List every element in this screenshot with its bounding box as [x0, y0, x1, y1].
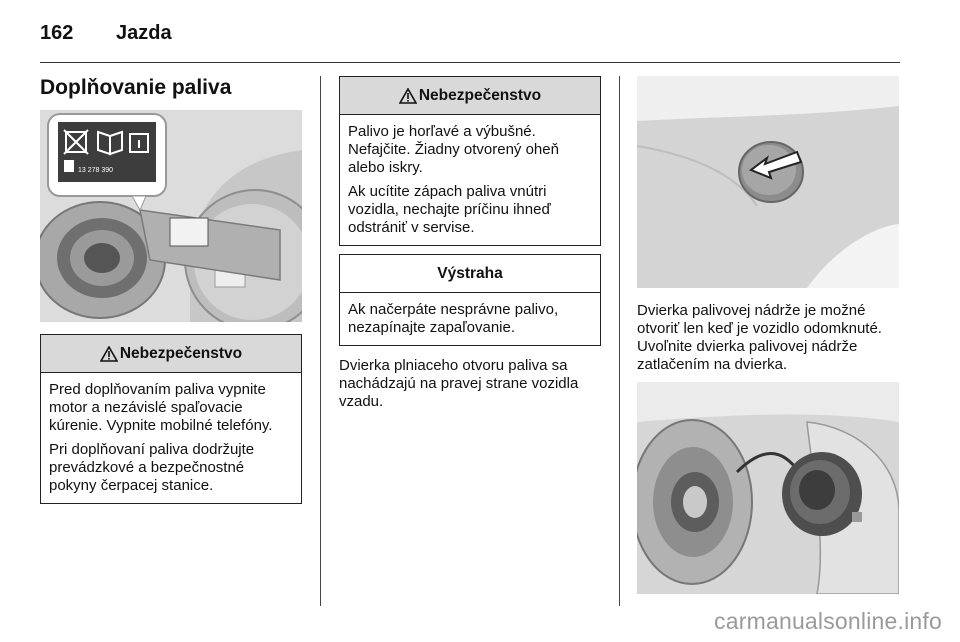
- fuel-door-open-photo: [637, 382, 899, 594]
- danger-box-title: Nebezpečenstvo: [119, 344, 243, 362]
- fuel-door-location-text: Dvierka plniaceho otvoru paliva sa nachádzajú na pravej strane vozidla vzadu.: [339, 357, 579, 410]
- danger-box-title: Nebezpečenstvo: [418, 86, 542, 104]
- danger-box-header: [340, 77, 600, 115]
- caution-box: [339, 254, 601, 346]
- danger-box-header: [41, 335, 301, 373]
- danger-text-1: Pred doplňovaním paliva vypnite motor a nezávislé spaľovacie kúrenie. Vypnite mobilné telefóny.: [49, 381, 273, 434]
- page-header: [40, 18, 900, 58]
- page-number: 162: [40, 22, 74, 44]
- danger-box-refueling: [40, 334, 302, 504]
- danger-box-body: [340, 115, 600, 243]
- section-title: Doplňovanie paliva: [40, 76, 232, 99]
- label-number: 13 278 390: [78, 167, 114, 174]
- danger-text-1: Palivo je horľavé a výbušné. Nefajčite. Žiadny otvorený oheň alebo iskry.: [348, 123, 559, 176]
- warning-triangle-icon: [399, 88, 417, 104]
- caution-box-title: Výstraha: [437, 264, 503, 282]
- fuel-door-closed-photo: [637, 76, 899, 288]
- fuel-cap-label-photo: [40, 110, 302, 322]
- danger-text-2: Pri doplňovaní paliva dodržujte prevádzkové a bezpečnostné pokyny čerpacej stanice.: [49, 441, 255, 494]
- warning-triangle-icon: [100, 346, 118, 362]
- chapter-title: Jazda: [116, 22, 172, 44]
- danger-box-body: [41, 373, 301, 501]
- column-divider-1: [320, 76, 321, 606]
- danger-text-2: Ak ucítite zápach paliva vnútri vozidla, nechajte príčinu ihneď odstrániť v servise.: [348, 183, 551, 236]
- column-divider-2: [619, 76, 620, 606]
- caution-box-header: [340, 255, 600, 293]
- header-rule: [40, 62, 900, 63]
- danger-box-flammable: [339, 76, 601, 246]
- caution-text: Ak načerpáte nesprávne palivo, nezapínajte zapaľovanie.: [348, 301, 559, 336]
- watermark: carmanualsonline.info: [714, 608, 942, 634]
- caution-box-body: [340, 293, 600, 343]
- fuel-door-open-text: Dvierka palivovej nádrže je možné otvoriť len keď je vozidlo odomknuté. Uvoľnite dvierka palivovej nádrže zatlačením na dvierka.: [637, 302, 882, 373]
